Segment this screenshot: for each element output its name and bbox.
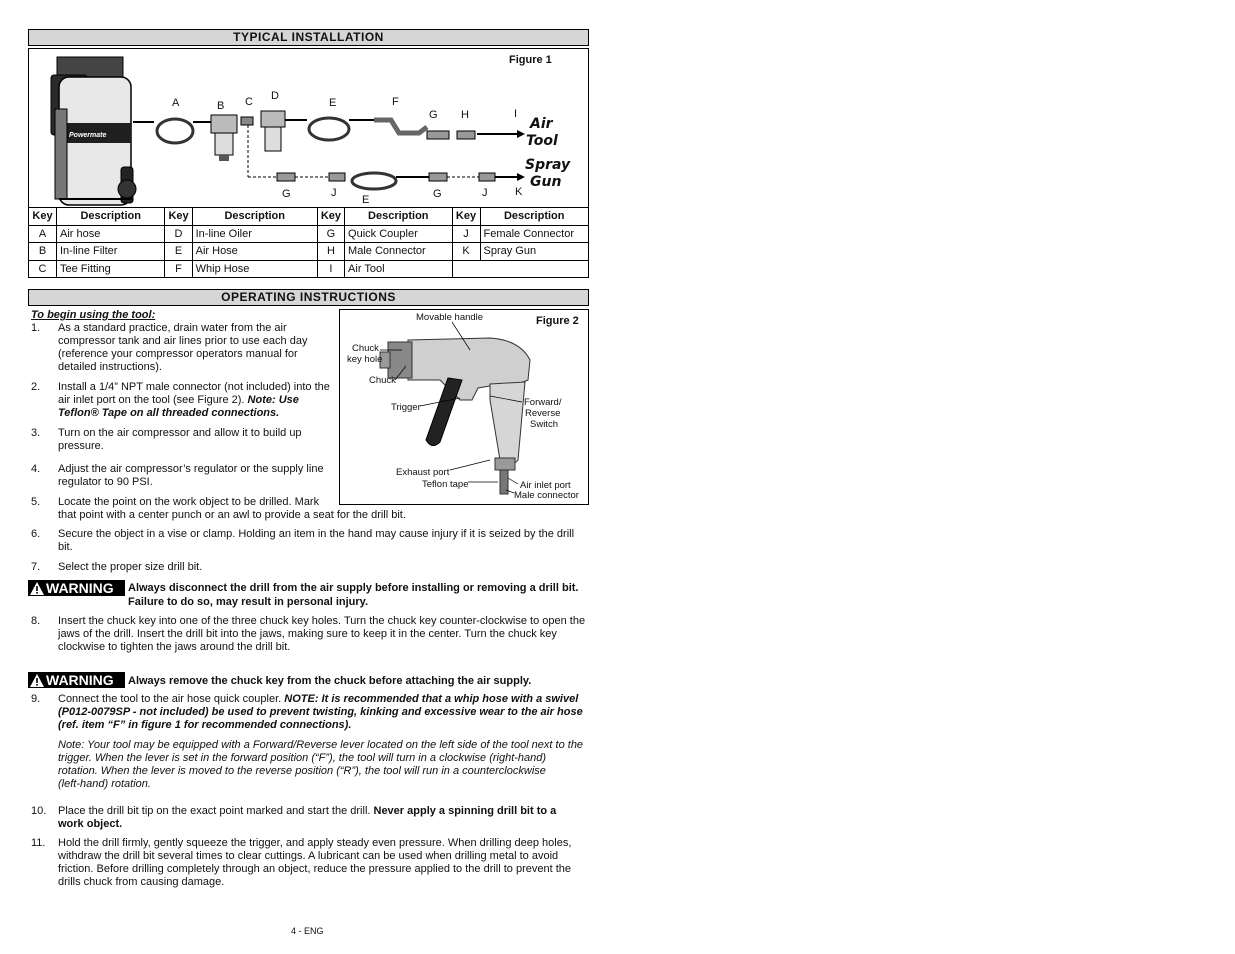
fig2-forward-reverse-label-1: Forward/ (524, 397, 562, 408)
step-number: 11. (31, 837, 46, 849)
warning-badge-text: WARNING (46, 672, 114, 688)
callout-f: F (392, 96, 399, 108)
step-8-line: jaws of the drill. Insert the drill bit into the jaws, making sure to keep it in the center. Turn the chuck key (58, 628, 557, 640)
step-number: 10. (31, 805, 47, 817)
step-10-emphasis: work object. (58, 818, 123, 830)
step-1-line: As a standard practice, drain water from the air (58, 322, 287, 334)
table-cell-empty (452, 260, 588, 278)
brand-text: Powermate (69, 132, 107, 139)
table-cell: K (452, 243, 480, 261)
step-9-note: (ref. item “F” in figure 1 for recommended connections). (58, 719, 352, 731)
table-cell: D (165, 225, 192, 243)
step-5-line: that point with a center punch or an awl to provide a seat for the drill bit. (58, 509, 406, 521)
fig2-forward-reverse-label-2: Reverse (525, 408, 561, 419)
page-number-footer: 4 - ENG (291, 926, 324, 936)
step-11-line: withdraw the drill bit several times to clear cuttings. A lubricant can be used when drilling metal to avoid (58, 850, 559, 862)
step-number: 8. (31, 615, 41, 627)
warning-triangle-icon (30, 674, 44, 687)
step-number: 2. (31, 381, 41, 393)
table-cell: A (29, 225, 57, 243)
step-9-note: (P012-0079SP - not included) be used to prevent twisting, kinking and excessive wear to the air hose (58, 706, 583, 718)
callout-c: C (245, 96, 253, 108)
step-1-line: (reference your compressor operators manual for (58, 348, 298, 360)
table-cell: J (452, 225, 480, 243)
step-2-note: Teflon® Tape on all threaded connections. (58, 407, 280, 419)
table-cell: C (29, 260, 57, 278)
step-11-line: drills chuck from causing damage. (58, 876, 225, 888)
table-cell: I (317, 260, 344, 278)
warning-2-text (128, 674, 531, 688)
step-1-line: compressor tank and air lines prior to use each day (58, 335, 308, 347)
callout-g-bottom-1: G (282, 188, 291, 200)
warning-1-line: Failure to do so, may result in personal injury. (128, 596, 369, 608)
table-cell: Air Tool (345, 260, 452, 278)
step-9-line: Connect the tool to the air hose quick coupler. (58, 693, 285, 705)
callout-b: B (217, 100, 225, 112)
step-number: 3. (31, 427, 41, 439)
step-3-line: Turn on the air compressor and allow it to build up (58, 427, 302, 439)
step-number: 4. (31, 463, 41, 475)
warning-badge (28, 672, 125, 688)
step-4-line: Adjust the air compressor’s regulator or the supply line (58, 463, 324, 475)
step-7-line: Select the proper size drill bit. (58, 561, 203, 573)
fig2-exhaust-port-label: Exhaust port (396, 467, 450, 478)
step-11-line: friction. Before drilling completely through an object, reduce the pressure applied to the drill to prevent the (58, 863, 572, 875)
table-cell: Female Connector (480, 225, 589, 243)
note-line: (left-hand) rotation. (58, 778, 151, 790)
air-compressor-illustration (51, 57, 136, 205)
step-2-note: Note: Use (247, 394, 299, 406)
callout-k: K (515, 186, 523, 198)
table-cell: Quick Coupler (345, 225, 452, 243)
step-number: 9. (31, 693, 41, 705)
table-cell: Air hose (56, 225, 164, 243)
note-line: trigger. When the lever is set in the forward position (“F”), the tool will turn in a clockwise (right-hand) (58, 752, 547, 764)
step-4-line: regulator to 90 PSI. (58, 476, 153, 488)
table-cell: Spray Gun (480, 243, 589, 261)
table-header-cell: Key (317, 208, 344, 226)
table-header-row (29, 208, 589, 226)
table-row (29, 225, 589, 243)
table-row (29, 243, 589, 261)
step-8-line: clockwise to tighten the jaws around the drill bit. (58, 641, 291, 653)
figure-2-label: Figure 2 (536, 315, 579, 327)
table-header-cell: Description (56, 208, 164, 226)
figure-1-installation-diagram (28, 48, 589, 208)
step-10-emphasis: Never apply a spinning drill bit to a (373, 805, 557, 817)
callout-h: H (461, 109, 469, 121)
table-cell: Air Hose (192, 243, 317, 261)
callout-e-top: E (329, 97, 337, 109)
note-line: rotation. When the lever is moved to the reverse position (“R”), the tool will run in a counterclockwise (58, 765, 546, 777)
table-cell: E (165, 243, 192, 261)
fig2-forward-reverse-label-3: Switch (530, 419, 558, 430)
step-5-line: Locate the point on the work object to be drilled. Mark (58, 496, 320, 508)
table-header-cell: Key (452, 208, 480, 226)
warning-2-line: Always remove the chuck key from the chuck before attaching the air supply. (128, 675, 532, 687)
fig2-air-inlet-port-label: Air inlet port (520, 480, 571, 491)
step-number: 5. (31, 496, 41, 508)
step-2-line: Install a 1/4” NPT male connector (not included) into the (58, 381, 330, 393)
table-cell: In-line Filter (56, 243, 164, 261)
section-title-typical-installation: TYPICAL INSTALLATION (28, 29, 589, 46)
note-line: Note: Your tool may be equipped with a Forward/Reverse lever located on the left side of the tool next to the (58, 739, 584, 751)
callout-g-bottom-2: G (433, 188, 442, 200)
begin-using-subheading: To begin using the tool: (31, 309, 156, 321)
step-number: 7. (31, 561, 41, 573)
step-6-line: bit. (58, 541, 73, 553)
air-tool-label-line1: Air (530, 116, 553, 132)
key-description-table (28, 207, 589, 278)
step-number: 6. (31, 528, 41, 540)
fig2-teflon-tape-label: Teflon tape (422, 479, 469, 490)
air-tool-label-line2: Tool (526, 133, 558, 149)
fig2-chuck-key-hole-label-1: Chuck (352, 343, 379, 354)
figure-1-label: Figure 1 (509, 54, 552, 66)
table-cell: H (317, 243, 344, 261)
step-1-line: detailed instructions). (58, 361, 162, 373)
table-header-cell: Description (192, 208, 317, 226)
step-3-line: pressure. (58, 440, 104, 452)
table-row (29, 260, 589, 278)
warning-1-text (128, 581, 578, 609)
spray-gun-label-line1: Spray (525, 157, 571, 173)
callout-d: D (271, 90, 279, 102)
callout-i: I (514, 108, 518, 120)
step-10-line: Place the drill bit tip on the exact point marked and start the drill. (58, 805, 374, 817)
fig2-movable-handle-label: Movable handle (416, 312, 484, 323)
table-cell: F (165, 260, 192, 278)
step-2-line: air inlet port on the tool (see Figure 2). (58, 394, 248, 406)
table-cell: Whip Hose (192, 260, 317, 278)
table-cell: B (29, 243, 57, 261)
table-cell: Tee Fitting (56, 260, 164, 278)
warning-1-line: Always disconnect the drill from the air supply before installing or removing a drill bit. (128, 582, 579, 594)
step-8-line: Insert the chuck key into one of the three chuck key holes. Turn the chuck key counter-clockwise to open the (58, 615, 586, 627)
callout-j-bottom-2: J (482, 187, 488, 199)
table-header-cell: Description (480, 208, 589, 226)
step-11-line: Hold the drill firmly, gently squeeze the trigger, and apply steady even pressure. When drilling deep holes, (58, 837, 572, 849)
step-number: 1. (31, 322, 41, 334)
callout-j-bottom-1: J (331, 187, 337, 199)
callout-e-bottom: E (362, 194, 370, 206)
table-header-cell: Description (345, 208, 452, 226)
figure-2-drill-diagram (339, 309, 589, 505)
table-cell: Male Connector (345, 243, 452, 261)
spray-gun-label-line2: Gun (530, 174, 562, 190)
callout-a: A (172, 97, 180, 109)
warning-badge-text: WARNING (46, 580, 114, 596)
table-header-cell: Key (29, 208, 57, 226)
callout-g-top: G (429, 109, 438, 121)
forward-reverse-note (58, 739, 588, 791)
fig2-trigger-label: Trigger (391, 402, 421, 413)
table-cell: In-line Oiler (192, 225, 317, 243)
step-6-line: Secure the object in a vise or clamp. Holding an item in the hand may cause injury if it is seized by the drill (58, 528, 575, 540)
table-header-cell: Key (165, 208, 192, 226)
section-title-operating-instructions: OPERATING INSTRUCTIONS (28, 289, 589, 306)
fig2-chuck-key-hole-label-2: key hole (347, 354, 383, 365)
step-9-note: NOTE: It is recommended that a whip hose with a swivel (284, 693, 579, 705)
warning-badge (28, 580, 125, 596)
installation-illustration (29, 49, 588, 207)
fig2-chuck-label: Chuck (369, 375, 396, 386)
table-cell: G (317, 225, 344, 243)
warning-triangle-icon (30, 582, 44, 595)
fig2-male-connector-label: Male connector (514, 490, 579, 501)
